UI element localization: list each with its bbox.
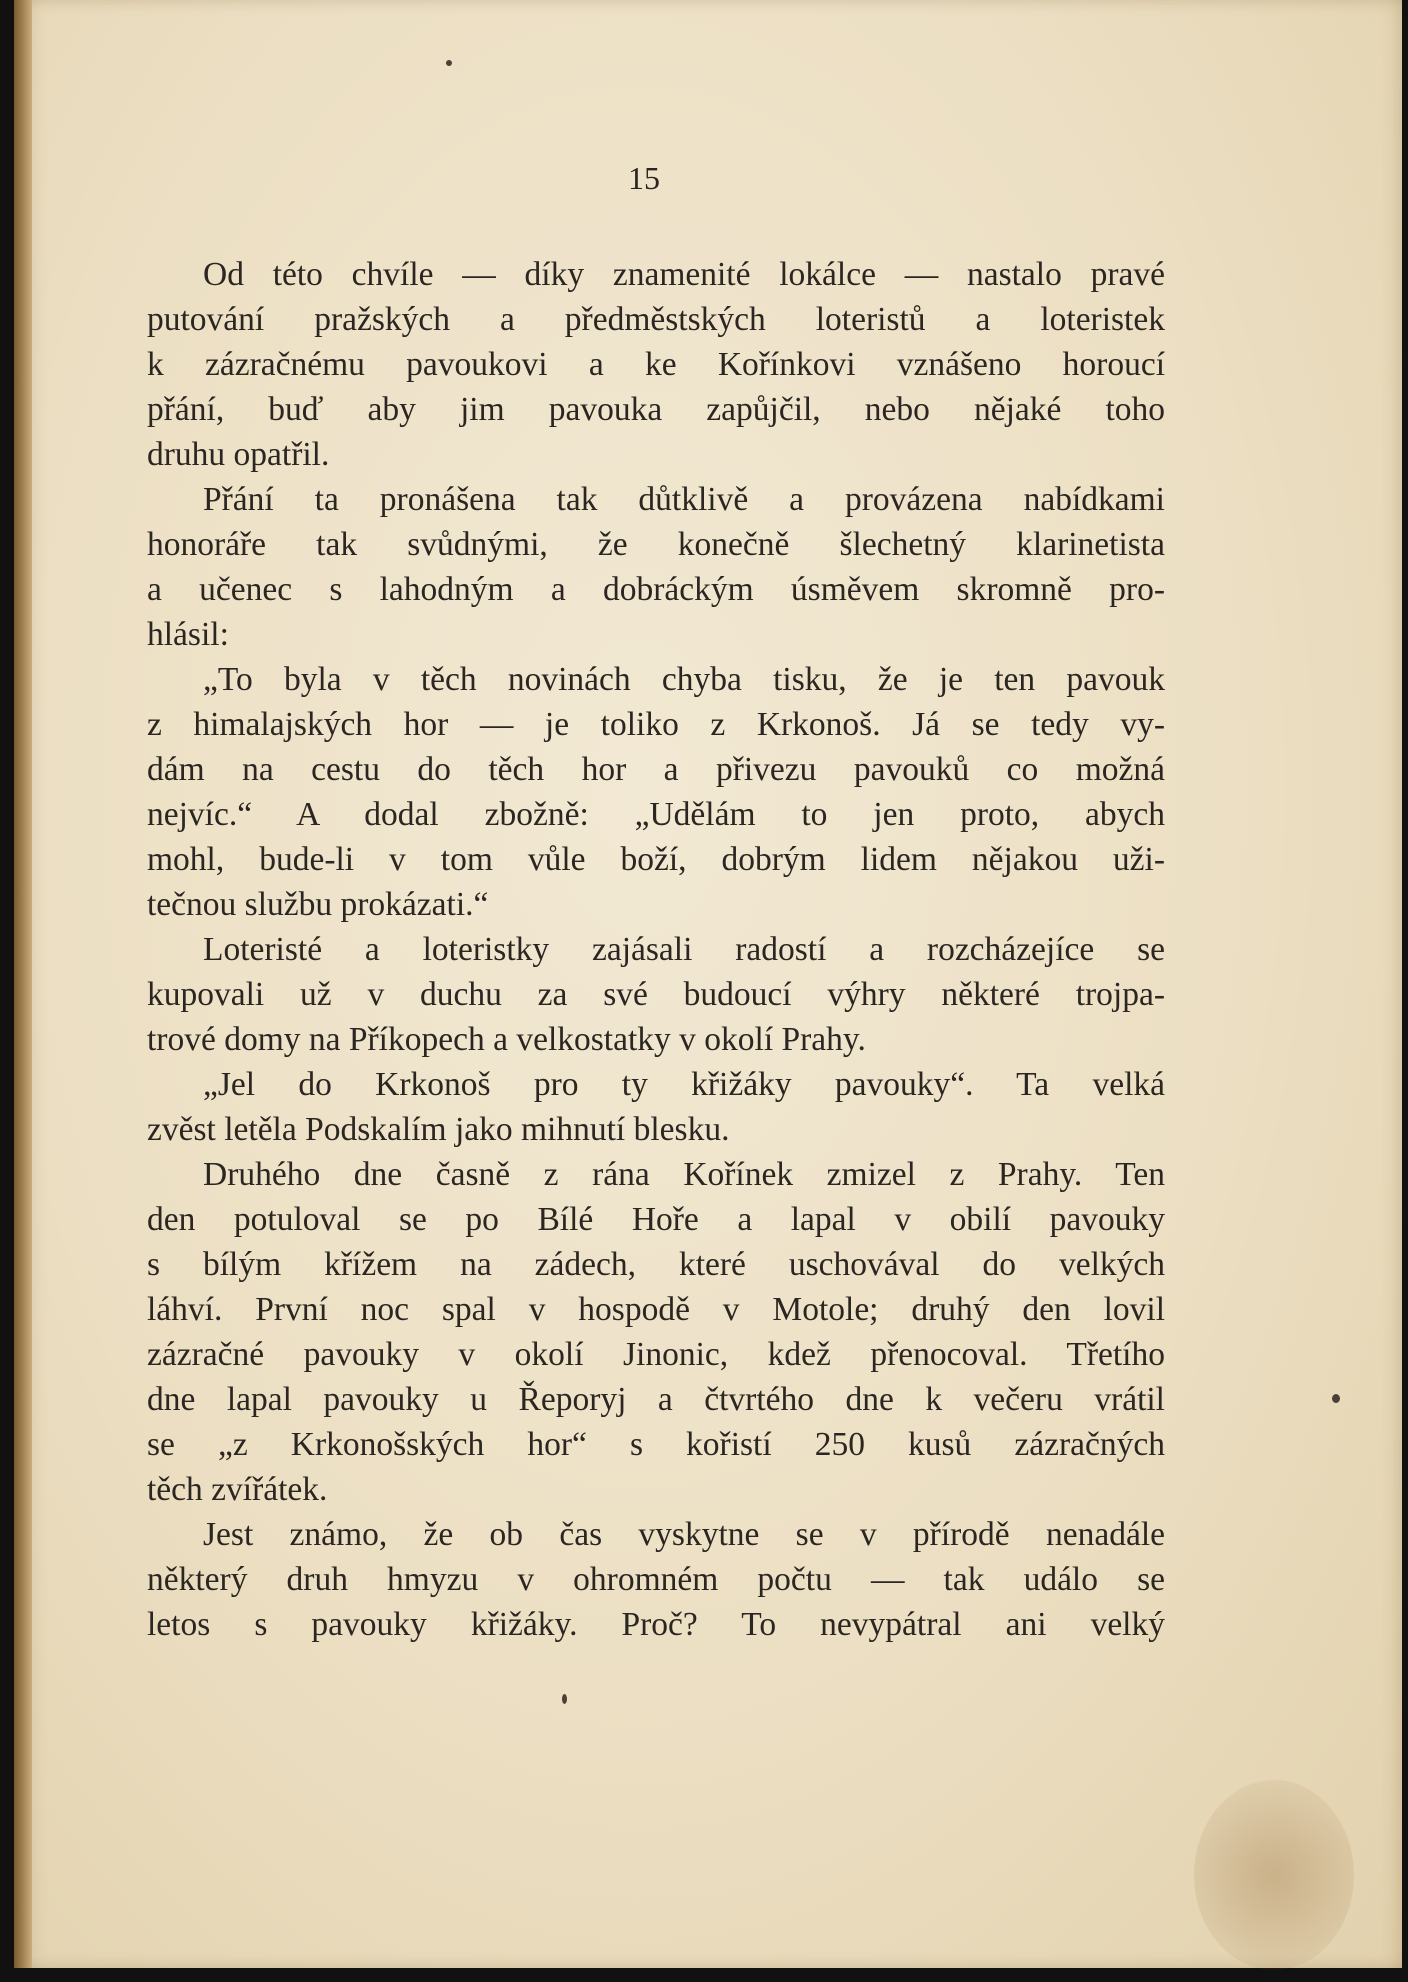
- text-line: dne lapal pavouky u Řeporyj a čtvrtého dne k večeru vrátil: [147, 1381, 1165, 1418]
- ink-speck: [1332, 1394, 1340, 1403]
- text-line: přání, buď aby jim pavouka zapůjčil, nebo nějaké toho: [147, 391, 1165, 428]
- text-line: honoráře tak svůdnými, že konečně šlechetný klarinetista: [147, 526, 1165, 563]
- text-line: Jest známo, že ob čas vyskytne se v přírodě nenadále: [203, 1516, 1165, 1553]
- text-line: k zázračnému pavoukovi a ke Kořínkovi vznášeno horoucí: [147, 346, 1165, 383]
- text-line: letos s pavouky křižáky. Proč? To nevypátral ani velký: [147, 1606, 1165, 1643]
- paragraph: [147, 657, 1165, 927]
- text-line: dám na cestu do těch hor a přivezu pavouků co možná: [147, 751, 1165, 788]
- text-line: „To byla v těch novinách chyba tisku, že je ten pavouk: [203, 661, 1165, 698]
- text-line: láhví. První noc spal v hospodě v Motole; druhý den lovil: [147, 1291, 1165, 1328]
- text-line: zvěst letěla Podskalím jako mihnutí blesku.: [147, 1111, 730, 1148]
- text-line: a učenec s lahodným a dobráckým úsměvem skromně pro-: [147, 571, 1165, 608]
- text-line: se „z Krkonošských hor“ s kořistí 250 kusů zázračných: [147, 1426, 1165, 1463]
- paragraph: [147, 1512, 1165, 1647]
- text-line: trové domy na Příkopech a velkostatky v okolí Prahy.: [147, 1021, 866, 1058]
- page-spine-shadow: [14, 0, 32, 1968]
- text-line: z himalajských hor — je toliko z Krkonoš. Já se tedy vy-: [147, 706, 1165, 743]
- text-line: Od této chvíle — díky znamenité lokálce — nastalo pravé: [203, 256, 1165, 293]
- text-line: hlásil:: [147, 616, 229, 653]
- text-line: Přání ta pronášena tak důtklivě a provázena nabídkami: [203, 481, 1165, 518]
- text-line: tečnou službu prokázati.“: [147, 886, 489, 923]
- paper-stain: [1194, 1780, 1354, 1970]
- text-line: den potuloval se po Bílé Hoře a lapal v obilí pavouky: [147, 1201, 1165, 1238]
- text-line: nejvíc.“ A dodal zbožně: „Udělám to jen proto, abych: [147, 796, 1165, 833]
- paragraph: [147, 1062, 1165, 1152]
- ink-speck: [562, 1694, 567, 1704]
- book-page: [14, 0, 1402, 1968]
- text-line: druhu opatřil.: [147, 436, 330, 473]
- text-line: putování pražských a předměstských loteristů a loteristek: [147, 301, 1165, 338]
- text-line: těch zvířátek.: [147, 1471, 328, 1508]
- paragraph: [147, 252, 1165, 477]
- text-line: „Jel do Krkonoš pro ty křižáky pavouky“. Ta velká: [203, 1066, 1165, 1103]
- text-line: mohl, bude-li v tom vůle boží, dobrým lidem nějakou uži-: [147, 841, 1165, 878]
- text-line: kupovali už v duchu za své budoucí výhry některé trojpa-: [147, 976, 1165, 1013]
- paragraph: [147, 477, 1165, 657]
- text-line: Loteristé a loteristky zajásali radostí a rozcházejíce se: [203, 931, 1165, 968]
- text-line: s bílým křížem na zádech, které uschovával do velkých: [147, 1246, 1165, 1283]
- body-text: [147, 252, 1165, 1647]
- text-line: zázračné pavouky v okolí Jinonic, kdež přenocoval. Třetího: [147, 1336, 1165, 1373]
- paragraph: [147, 927, 1165, 1062]
- page-number: 15: [628, 160, 660, 196]
- text-line: Druhého dne časně z rána Kořínek zmizel z Prahy. Ten: [203, 1156, 1165, 1193]
- text-line: některý druh hmyzu v ohromném počtu — tak událo se: [147, 1561, 1165, 1598]
- ink-speck: [446, 60, 452, 66]
- paragraph: [147, 1152, 1165, 1512]
